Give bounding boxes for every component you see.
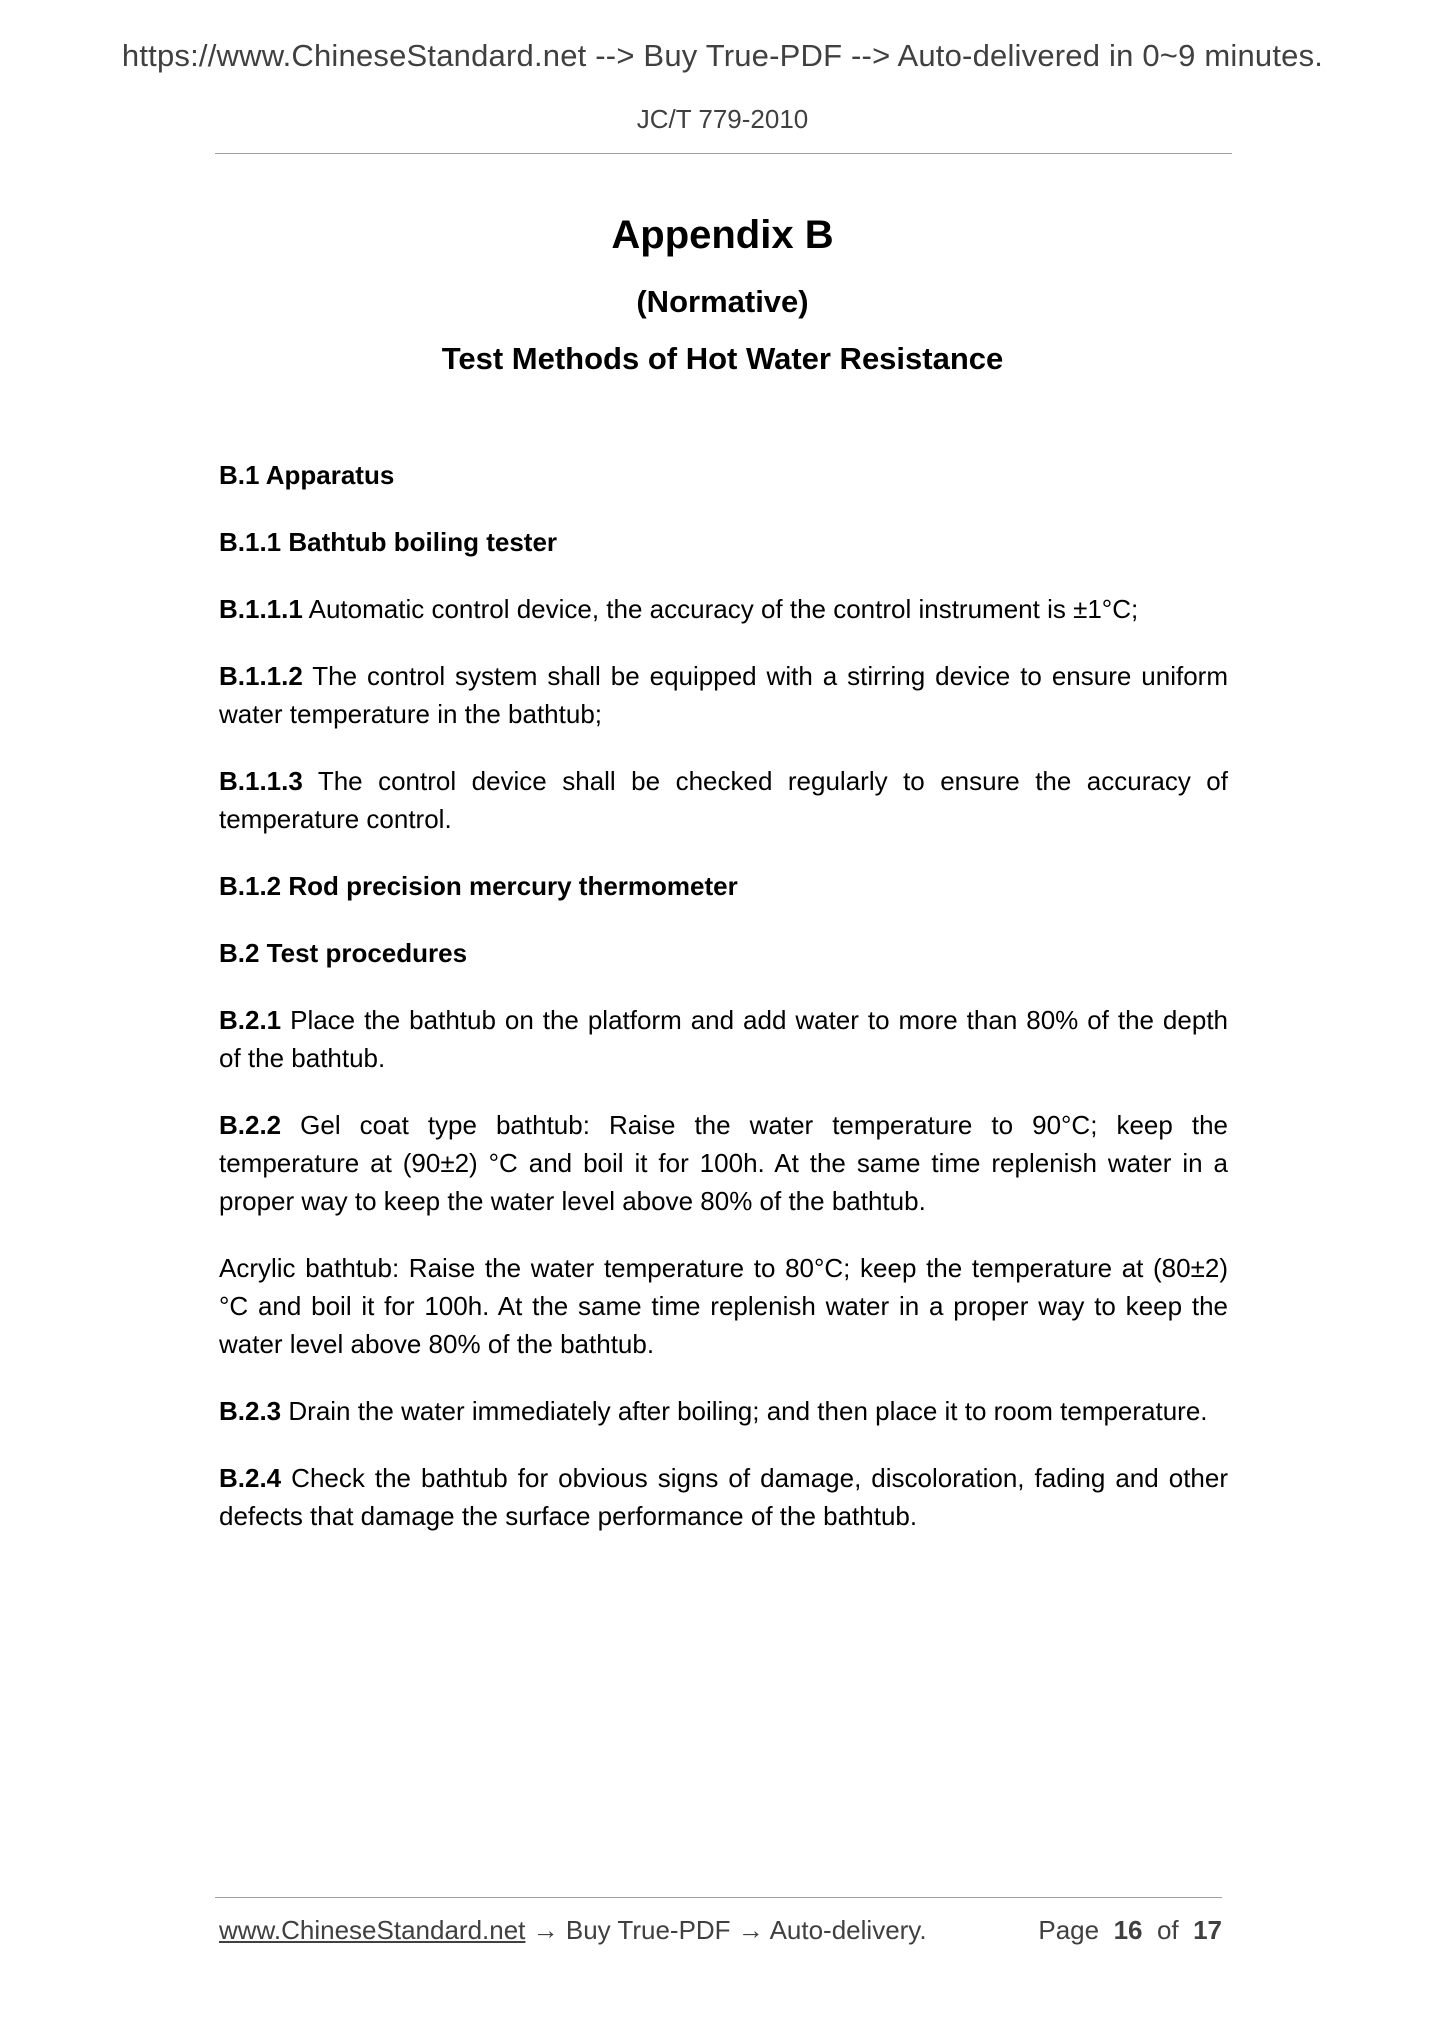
appendix-title: Appendix B bbox=[611, 213, 834, 257]
footer-site-link[interactable]: www.ChineseStandard.net bbox=[219, 1915, 526, 1945]
clause-text: The control device shall be checked regularly to ensure the accuracy of temperature control. bbox=[219, 766, 1228, 834]
clause-number: B.2.1 bbox=[219, 1005, 282, 1035]
footer-divider bbox=[215, 1897, 1222, 1898]
clause-number: B.1.1.3 bbox=[219, 766, 303, 796]
appendix-type: (Normative) bbox=[636, 284, 809, 319]
document-body bbox=[219, 456, 1228, 1564]
page-label: Page bbox=[1038, 1915, 1100, 1945]
clause-number: B.2.4 bbox=[219, 1463, 282, 1493]
clause-number: B.2.3 bbox=[219, 1396, 282, 1426]
clause-b1-1-2 bbox=[219, 657, 1228, 733]
document-code: JC/T 779-2010 bbox=[636, 104, 809, 134]
clause-b2-4 bbox=[219, 1459, 1228, 1535]
section-heading-b2: B.2 Test procedures bbox=[219, 938, 468, 968]
appendix-subtitle: Test Methods of Hot Water Resistance bbox=[441, 341, 1004, 376]
clause-text: Place the bathtub on the platform and add water to more than 80% of the depth of the bathtub. bbox=[219, 1005, 1228, 1073]
clause-b2-2-acrylic: Acrylic bathtub: Raise the water temperature to 80°C; keep the temperature at (80±2) °C and boil it for 100h. At the same time replenish water in a proper way to keep the water level above 80% of the bathtub. bbox=[219, 1253, 1228, 1359]
clause-b2-2 bbox=[219, 1106, 1228, 1220]
page-number: 16 bbox=[1113, 1915, 1143, 1945]
page-indicator bbox=[1038, 1915, 1222, 1946]
clause-text: Check the bathtub for obvious signs of damage, discoloration, fading and other defects that damage the surface performance of the bathtub. bbox=[219, 1463, 1228, 1531]
clause-b1-1-3 bbox=[219, 762, 1228, 838]
clause-number: B.1.1.2 bbox=[219, 661, 303, 691]
page-footer bbox=[219, 1915, 1222, 1946]
page-total: 17 bbox=[1193, 1915, 1222, 1945]
header-divider bbox=[215, 153, 1232, 154]
footer-tagline: → Buy True-PDF → Auto-delivery. bbox=[525, 1915, 927, 1945]
clause-b2-1 bbox=[219, 1001, 1228, 1077]
clause-text: Gel coat type bathtub: Raise the water temperature to 90°C; keep the temperature at (90±2) °C and boil it for 100h. At the same time replenish water in a proper way to keep the water level above 80% of the bathtub. bbox=[219, 1110, 1228, 1216]
clause-b2-3 bbox=[219, 1392, 1228, 1430]
clause-text: Automatic control device, the accuracy of the control instrument is ±1°C; bbox=[302, 594, 1139, 624]
section-heading-b1: B.1 Apparatus bbox=[219, 460, 395, 490]
section-heading-b1-2: B.1.2 Rod precision mercury thermometer bbox=[219, 871, 738, 901]
source-banner: https://www.ChineseStandard.net --> Buy True-PDF --> Auto-delivered in 0~9 minutes. bbox=[121, 38, 1324, 73]
clause-text: The control system shall be equipped with a stirring device to ensure uniform water temperature in the bathtub; bbox=[219, 661, 1228, 729]
clause-number: B.1.1.1 bbox=[219, 594, 303, 624]
section-heading-b1-1: B.1.1 Bathtub boiling tester bbox=[219, 527, 558, 557]
clause-text: Drain the water immediately after boiling; and then place it to room temperature. bbox=[281, 1396, 1208, 1426]
clause-b1-1-1 bbox=[219, 590, 1228, 628]
of-label: of bbox=[1156, 1915, 1179, 1945]
clause-number: B.2.2 bbox=[219, 1110, 282, 1140]
